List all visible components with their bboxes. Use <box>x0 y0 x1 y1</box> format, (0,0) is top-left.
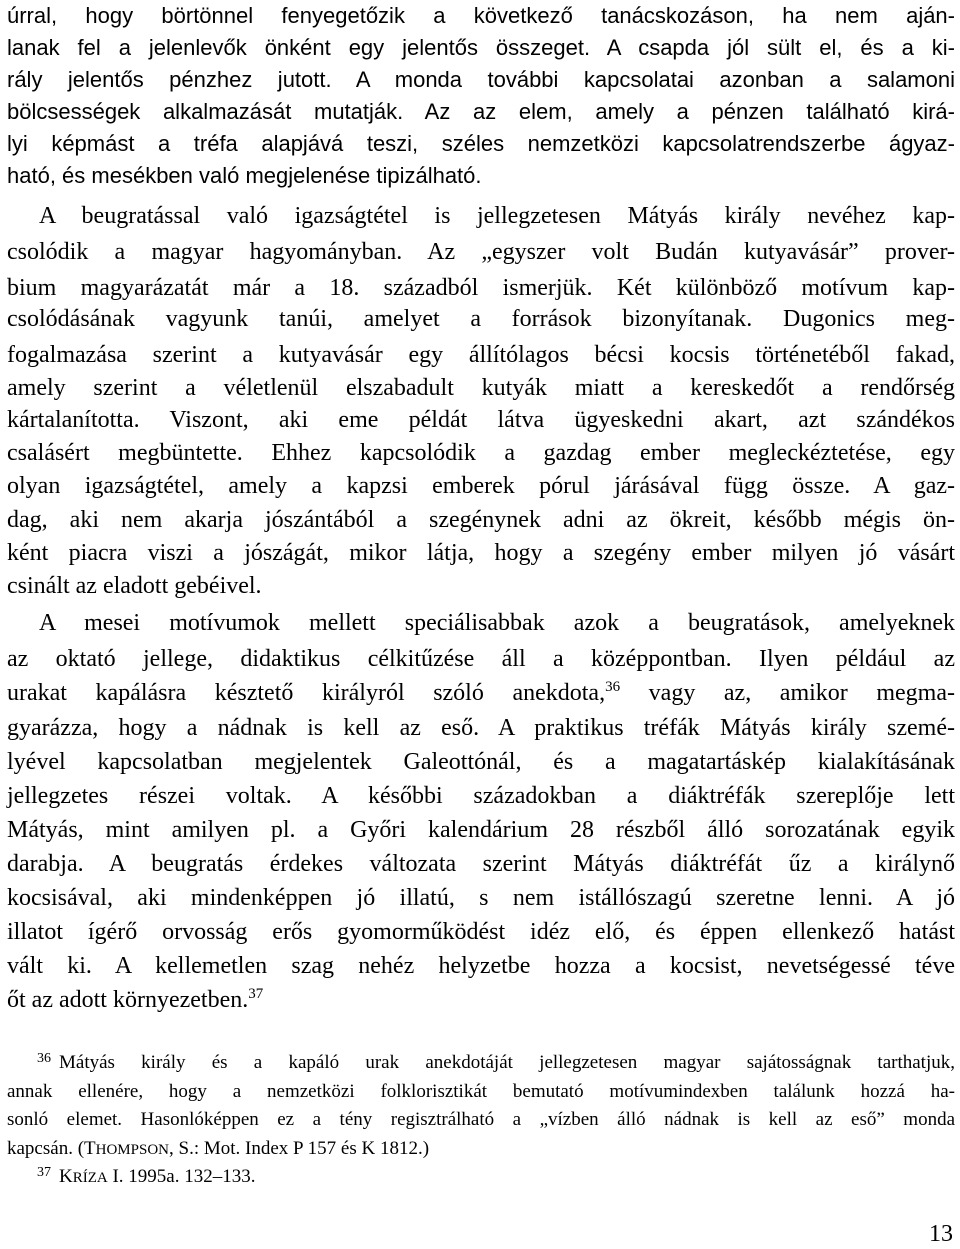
body-line: lyi képmást a tréfa alapjává teszi, széles nemzetközi kapcsolatrendszerbe ágyaz- <box>7 131 955 156</box>
footnote-ref-37[interactable]: 37 <box>248 986 264 1002</box>
footnote-36-line: annak ellenére, hogy a nemzetközi folklorisztikát bemutató motívumindexben találunk hozzá ha- <box>7 1081 955 1102</box>
body-line: ható, és mesékben való megjelenése tipizálható. <box>7 163 482 188</box>
footnote-36-line: sonló elemet. Hasonlóképpen ez a tény regisztrálható a „vízben álló nádnak is kell az eső” monda <box>7 1109 955 1130</box>
author-name-smallcaps: HOMPSON <box>95 1142 169 1158</box>
footnote-number: 36 <box>37 1051 51 1066</box>
footnote-text: K <box>59 1166 73 1187</box>
body-line: csolódásának vagyunk tanúi, amelyet a források bizonyítanak. Dugonics meg- <box>7 306 955 332</box>
body-line: Mátyás, mint amilyen pl. a Győri kalendárium 28 részből álló sorozatának egyik <box>7 817 955 843</box>
body-line: illatot ígérő orvosság erős gyomorműködést idéz elő, és éppen ellenkező hatást <box>7 919 955 945</box>
body-line: A beugratással való igazságtétel is jellegzetesen Mátyás király nevéhez kap- <box>39 203 955 229</box>
footnote-ref-36[interactable]: 36 <box>605 679 621 695</box>
body-line: lanak fel a jelenlevők önként egy jelentős összeget. A csapda jól sült el, és a ki- <box>7 35 955 60</box>
body-line: lyével kapcsolatban megjelentek Galeottónál, és a magatartáskép kialakításának <box>7 749 955 775</box>
body-line: A mesei motívumok mellett speciálisabbak azok a beugratások, amelyeknek <box>39 610 955 636</box>
body-line: amely szerint a véletlenül elszabadult kutyák miatt a kereskedőt a rendőrség <box>7 375 955 401</box>
footnote-text: I. 1995a. 132–133. <box>107 1166 256 1187</box>
body-text-fragment: őt az adott környezetben. <box>7 987 249 1013</box>
page-number: 13 <box>929 1221 953 1247</box>
body-line: csinált az eladott gebéivel. <box>7 573 262 599</box>
body-line: darabja. A beugratás érdekes változata szerint Mátyás diáktréfát űz a királynő <box>7 851 955 877</box>
body-line-with-footnote-ref <box>7 984 955 1016</box>
footnote-text: Mátyás király és a kapáló urak anekdotáját jellegzetesen magyar sajátosságnak tarthatjuk, <box>59 1052 955 1073</box>
body-line: csalásért megbüntette. Ehhez kapcsolódik a gazdag ember megleckéztetése, egy <box>7 440 955 466</box>
body-line: bium magyarázatát már a 18. századból ismerjük. Két különböző motívum kap- <box>7 275 955 301</box>
author-name-smallcaps: RÍZА <box>72 1170 108 1186</box>
footnote-text: , S.: Mot. Index P 157 és K 1812.) <box>169 1138 430 1159</box>
body-line: úrral, hogy börtönnel fenyegetőzik a következő tanácskozáson, ha nem aján- <box>7 3 955 28</box>
footnote-36-line <box>7 1050 955 1076</box>
body-text-fragment: vagy az, amikor megma- <box>620 680 955 706</box>
document-page <box>7 0 955 1249</box>
footnote-text: kapcsán. (T <box>7 1138 96 1159</box>
body-line: dag, aki nem akarja jószántából a szegénynek adni az ökreit, később mégis ön- <box>7 507 955 533</box>
body-line: olyan igazságtétel, amely a kapzsi emberek pórul járásával függ össze. A gaz- <box>7 473 955 499</box>
body-line: az oktató jellege, didaktikus célkitűzése áll a középpontban. Ilyen például az <box>7 646 955 672</box>
body-line-with-footnote-ref <box>7 677 955 709</box>
body-line: bölcsességek alkalmazását mutatják. Az az elem, amely a pénzen található kirá- <box>7 99 955 124</box>
body-line: kocsisával, aki mindenképpen jó illatú, s nem istállószagú szeretne lenni. A jó <box>7 885 955 911</box>
body-line: gyarázza, hogy a nádnak is kell az eső. A praktikus tréfák Mátyás király szemé- <box>7 715 955 741</box>
body-text-fragment: urakat kapálásra késztető királyról szóló anekdota, <box>7 680 606 706</box>
body-line: csolódik a magyar hagyományban. Az „egyszer volt Budán kutyavásár” prover- <box>7 239 955 265</box>
body-line: kártalanította. Viszont, aki eme példát látva ügyeskedni akart, azt szándékos <box>7 407 955 433</box>
footnote-number: 37 <box>37 1165 51 1180</box>
body-line: jellegzetes részei voltak. A későbbi századokban a diáktréfák szereplője lett <box>7 783 955 809</box>
body-line: rály jelentős pénzhez jutott. A monda további kapcsolatai azonban a salamoni <box>7 67 955 92</box>
footnote-37-line <box>7 1164 955 1191</box>
body-line: ként piacra viszi a jószágát, mikor látja, hogy a szegény ember milyen jó vásárt <box>7 540 955 566</box>
body-line: vált ki. A kellemetlen szag nehéz helyzetbe hozza a kocsist, nevetségessé téve <box>7 953 955 979</box>
body-line: fogalmazása szerint a kutyavásár egy állítólagos bécsi kocsis történetéből fakad, <box>7 342 955 368</box>
footnote-36-line <box>7 1136 955 1163</box>
